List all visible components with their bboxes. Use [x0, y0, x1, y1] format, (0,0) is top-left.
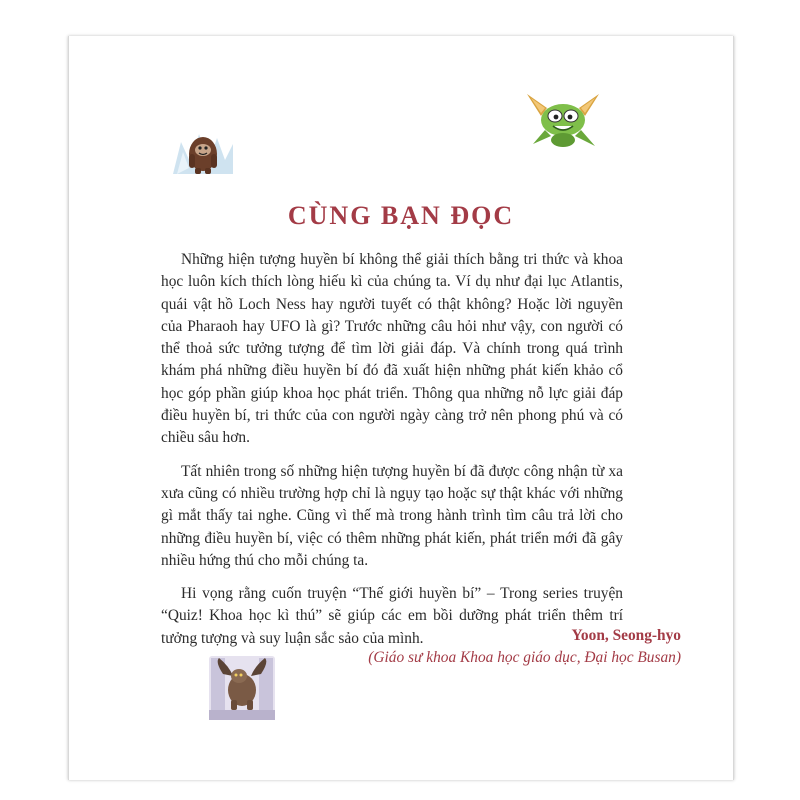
- author-name: Yoon, Seong-hyo: [571, 627, 681, 644]
- yeti-icon: [173, 124, 233, 176]
- author-role: (Giáo sư khoa Khoa học giáo dục, Đại học Busan): [368, 649, 681, 666]
- paragraph-3: Hi vọng rằng cuốn truyện “Thế giới huyền bí” – Trong series truyện “Quiz! Khoa học kì thú” sẽ giúp các em bồi dưỡng phát triển thêm trí tưởng tượng và suy luận sắc sảo của mình.: [161, 585, 623, 647]
- body-text: [161, 249, 623, 661]
- paragraph-2: Tất nhiên trong số những hiện tượng huyền bí đã được công nhận từ xa xưa cũng có nhiều trường hợp chỉ là ngụy tạo hoặc sự thật khác với những gì mắt thấy tai nghe. Cũng vì thế mà trong hành trình tìm câu trả lời cho những điều huyền bí, việc có thêm những phát kiến, phát triển mới đã gây nhiều hứng thú cho mỗi chúng ta.: [161, 462, 623, 569]
- gargoyle-icon: [209, 656, 275, 720]
- author-block: [368, 625, 681, 669]
- green-alien-icon: [521, 86, 605, 156]
- paragraph-1: Những hiện tượng huyền bí không thể giải thích bằng tri thức và khoa học luôn kích thích lòng hiếu kì của chúng ta. Ví dụ như đại lục Atlantis, quái vật hồ Loch Ness hay người tuyết có thật không? Hoặc lời nguyền của Pharaoh hay UFO là gì? Trước những câu hỏi như vậy, con người có thể thoả sức tưởng tượng để tìm lời giải đáp. Và chính trong quá trình khám phá những điều huyền bí đó đã xuất hiện những phát kiến khảo cổ học góp phần giúp khoa học phát triển. Thông qua những nỗ lực giải đáp điều huyền bí, tri thức của con người ngày càng trở nên phong phú và có chiều sâu hơn.: [161, 251, 623, 447]
- page-title: CÙNG BẠN ĐỌC: [287, 201, 515, 230]
- book-page: [68, 36, 734, 780]
